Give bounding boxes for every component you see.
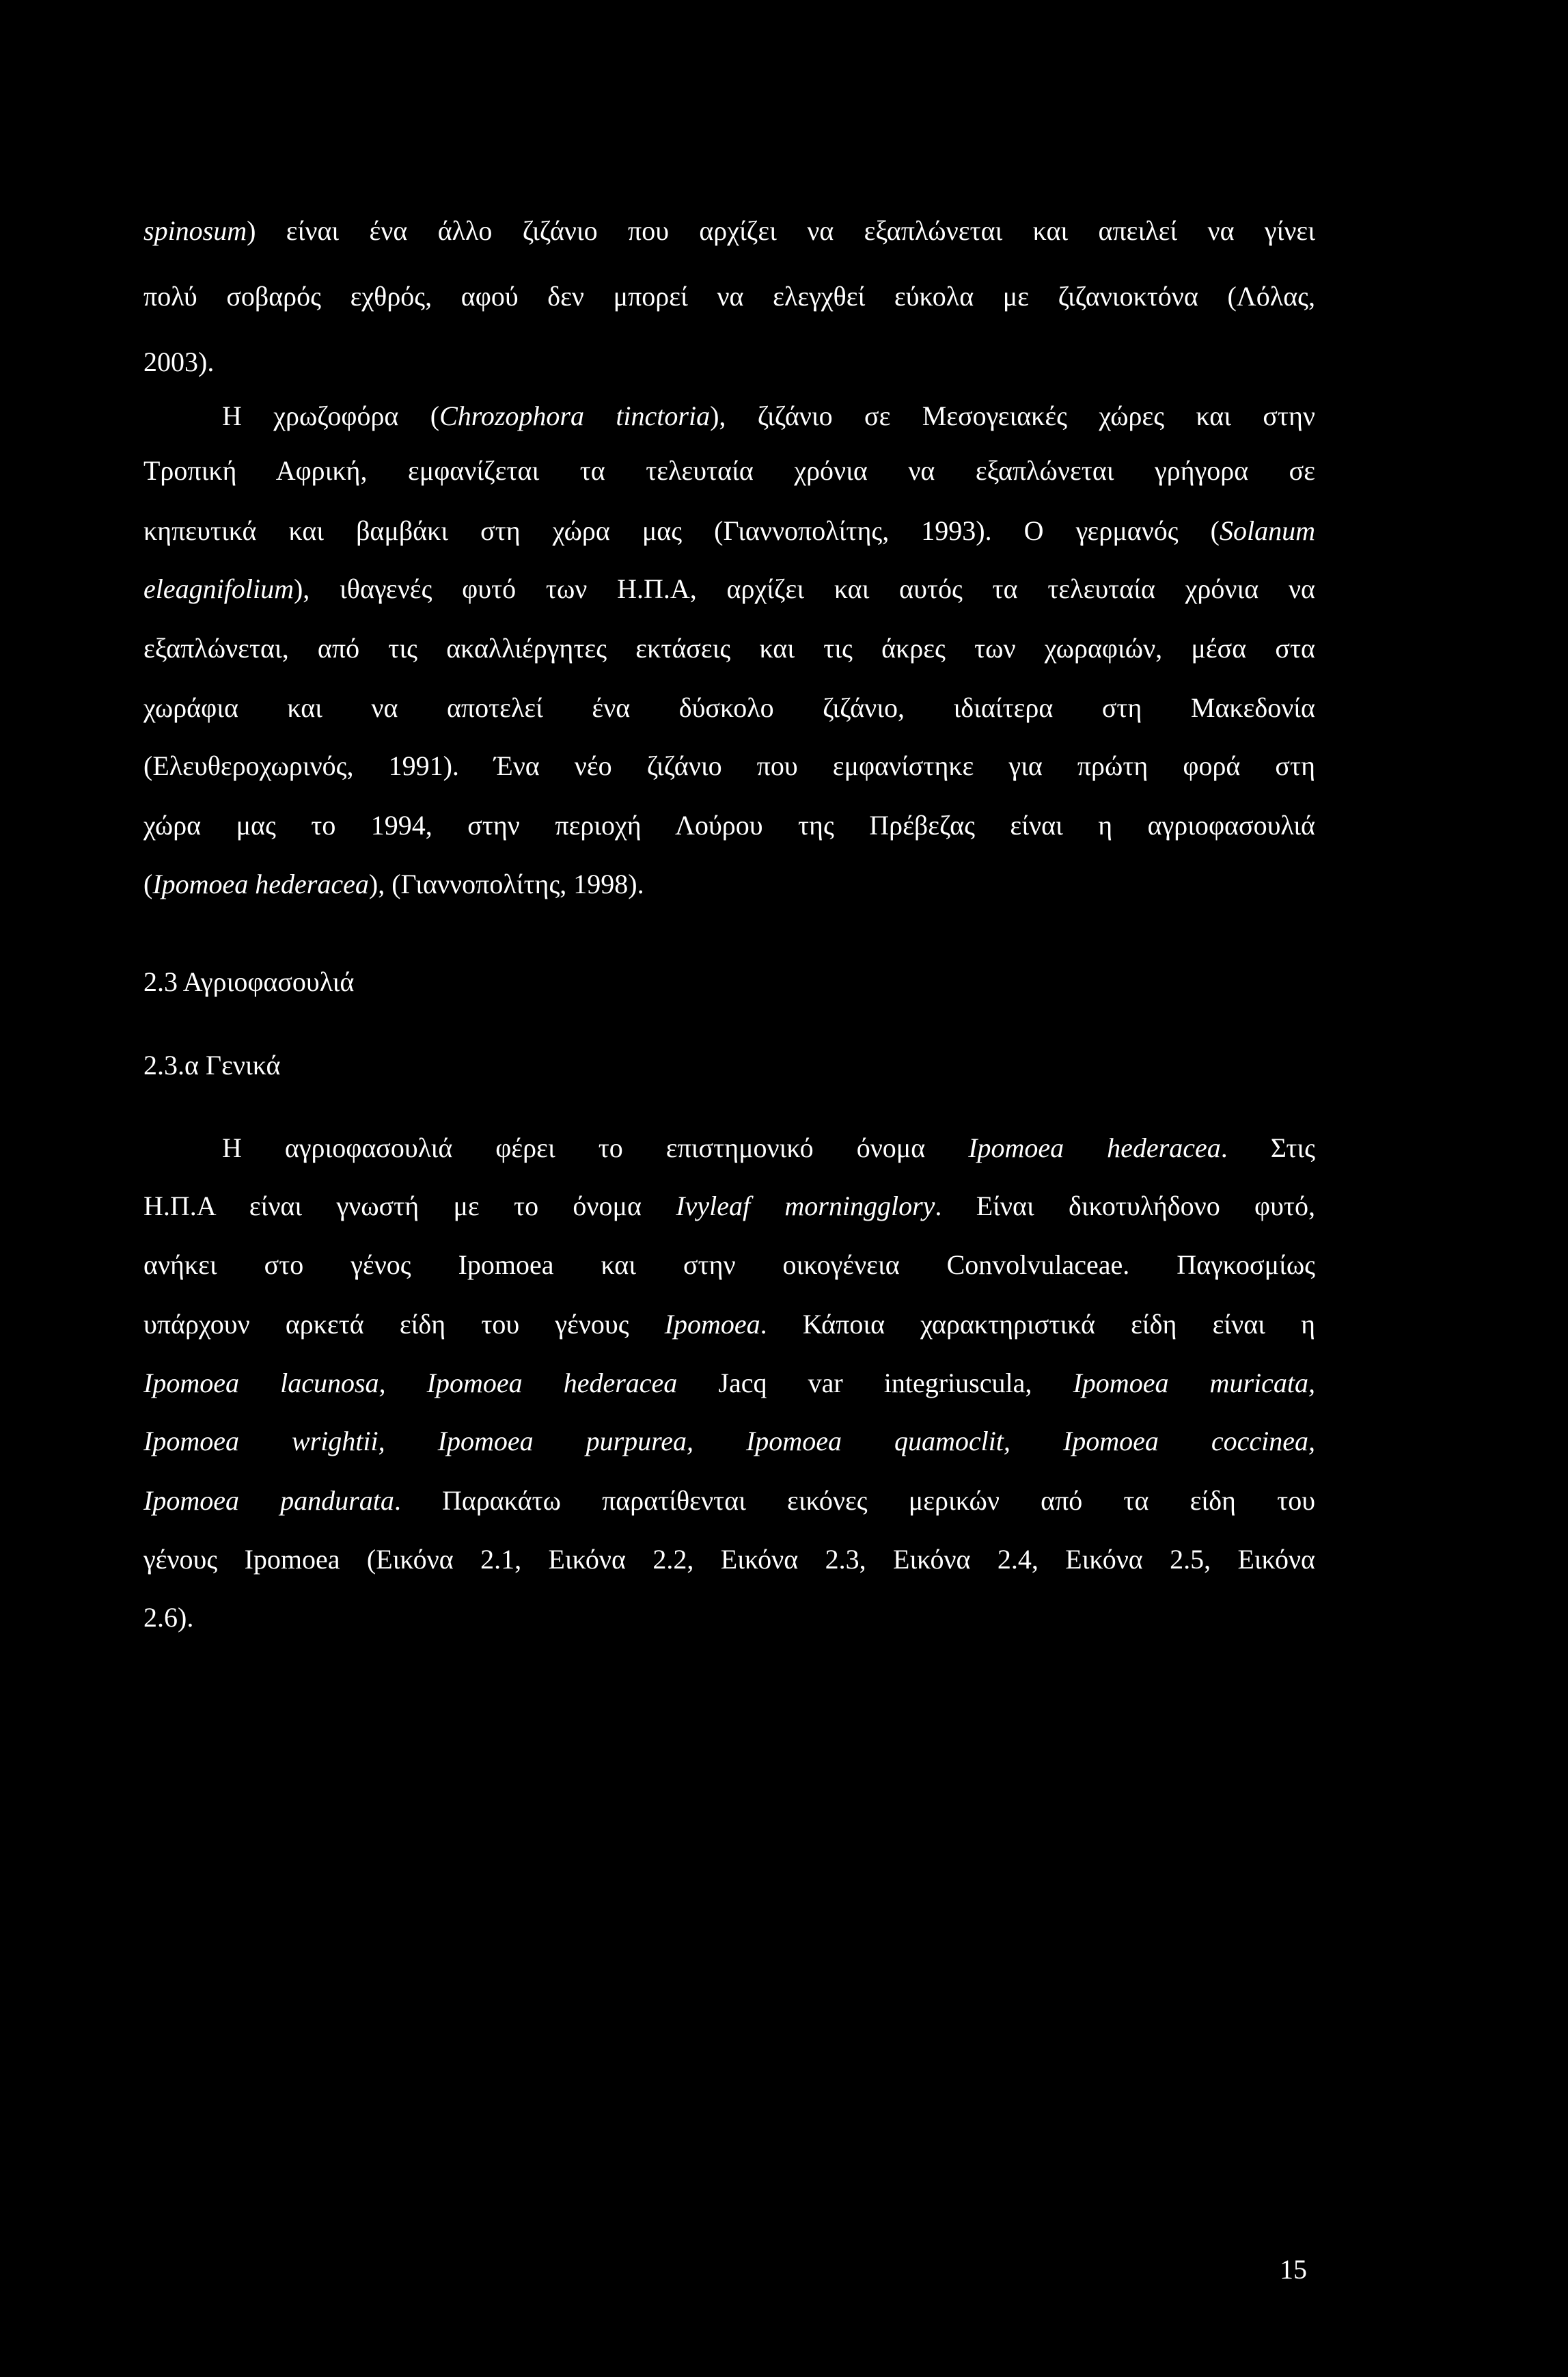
italic-text-run: Solanum	[1220, 515, 1315, 546]
italic-text-run: Ipomoea	[664, 1309, 760, 1340]
text-run: χωράφια και να αποτελεί ένα δύσκολο ζιζάνιο, ιδιαίτερα στη Μακεδονία	[143, 692, 1315, 723]
text-run: υπάρχουν αρκετά είδη του γένους	[143, 1309, 665, 1340]
italic-text-run: Ipomoea pandurata	[143, 1485, 394, 1516]
text-run: . Στις	[1220, 1132, 1315, 1163]
text-run: Η χρωζοφόρα (	[222, 400, 440, 431]
text-run: εξαπλώνεται, από τις ακαλλιέργητες εκτάσεις και τις άκρες των χωραφιών, μέσα στα	[143, 633, 1315, 664]
text-run: ), (Γιαννοπολίτης, 1998).	[368, 869, 644, 899]
italic-text-run: Ipomoea lacunosa, Ipomoea hederacea	[143, 1368, 678, 1398]
paragraph1-line-3	[143, 346, 1315, 379]
italic-text-run: eleagnifolium	[143, 573, 294, 604]
text-run: . Κάποια χαρακτηριστικά είδη είναι η	[760, 1309, 1315, 1340]
paragraph3-line-6	[143, 1425, 1315, 1458]
paragraph2-line-5	[143, 632, 1315, 665]
paragraph2-line-8	[143, 809, 1315, 842]
paragraph3-line-5	[143, 1367, 1315, 1400]
text-run: ανήκει στο γένος Ipomoea και στην οικογένεια Convolvulaceae. Παγκοσμίως	[143, 1249, 1315, 1280]
text-run: 2.6).	[143, 1602, 194, 1633]
text-run: γένους Ipomoea (Εικόνα 2.1, Εικόνα 2.2, Εικόνα 2.3, Εικόνα 2.4, Εικόνα 2.5, Εικόνα	[143, 1544, 1315, 1575]
subsection-heading: 2.3.α Γενικά	[143, 1050, 281, 1081]
text-run: . Είναι δικοτυλήδονο φυτό,	[935, 1191, 1315, 1221]
italic-text-run: Chrozophora tinctoria	[439, 400, 711, 431]
text-run: χώρα μας το 1994, στην περιοχή Λούρου της Πρέβεζας είναι η αγριοφασουλιά	[143, 810, 1315, 841]
paragraph3-line-1	[222, 1132, 1315, 1165]
text-run: (	[143, 869, 153, 899]
page-number: 15	[1280, 2254, 1307, 2285]
italic-text-run: Ivyleaf morningglory	[676, 1191, 935, 1221]
text-run: Τροπική Αφρική, εμφανίζεται τα τελευταία χρόνια να εξαπλώνεται γρήγορα σε	[143, 455, 1315, 486]
paragraph1-line-1	[143, 215, 1315, 247]
text-run: 2003).	[143, 347, 215, 377]
text-run: κηπευτικά και βαμβάκι στη χώρα μας (Γιαννοπολίτης, 1993). Ο γερμανός (	[143, 515, 1220, 546]
text-run: (Ελευθεροχωρινός, 1991). Ένα νέο ζιζάνιο που εμφανίστηκε για πρώτη φορά στη	[143, 750, 1315, 781]
section-heading: 2.3 Αγριοφασουλιά	[143, 966, 355, 997]
paragraph2-line-3	[143, 515, 1315, 547]
italic-text-run: spinosum	[143, 215, 247, 246]
paragraph2-line-2	[143, 454, 1315, 487]
paragraph2-line-9	[143, 868, 1315, 901]
italic-text-run: Ipomoea wrightii, Ipomoea purpurea, Ipomoea quamoclit, Ipomoea coccinea,	[143, 1426, 1315, 1456]
paragraph2-line-1	[222, 400, 1315, 433]
text-run: Η αγριοφασουλιά φέρει το επιστημονικό όνομα	[222, 1132, 969, 1163]
paragraph2-line-4	[143, 573, 1315, 606]
text-run: ), ιθαγενές φυτό των Η.Π.Α, αρχίζει και αυτός τα τελευταία χρόνια να	[293, 573, 1315, 604]
paragraph3-line-7	[143, 1484, 1315, 1517]
italic-text-run: Ipomoea muricata,	[1073, 1368, 1315, 1398]
paragraph3-line-3	[143, 1249, 1315, 1281]
paragraph3-line-8	[143, 1543, 1315, 1576]
italic-text-run: Ipomoea hederacea	[152, 869, 369, 899]
paragraph3-line-4	[143, 1308, 1315, 1341]
text-run: πολύ σοβαρός εχθρός, αφού δεν μπορεί να ελεγχθεί εύκολα με ζιζανιοκτόνα (Λόλας,	[143, 281, 1315, 312]
paragraph2-line-6	[143, 692, 1315, 724]
text-run: ) είναι ένα άλλο ζιζάνιο που αρχίζει να εξαπλώνεται και απειλεί να γίνει	[247, 215, 1315, 246]
text-run: . Παρακάτω παρατίθενται εικόνες μερικών από τα είδη του	[394, 1485, 1315, 1516]
paragraph1-line-2	[143, 280, 1315, 313]
italic-text-run: Ipomoea hederacea	[968, 1132, 1221, 1163]
text-run: Jacq var integriuscula,	[677, 1368, 1073, 1398]
text-run: Η.Π.Α είναι γνωστή με το όνομα	[143, 1191, 676, 1221]
text-run: ), ζιζάνιο σε Μεσογειακές χώρες και στην	[710, 400, 1315, 431]
paragraph3-line-9	[143, 1601, 1315, 1634]
paragraph2-line-7	[143, 750, 1315, 783]
paragraph3-line-2	[143, 1190, 1315, 1223]
